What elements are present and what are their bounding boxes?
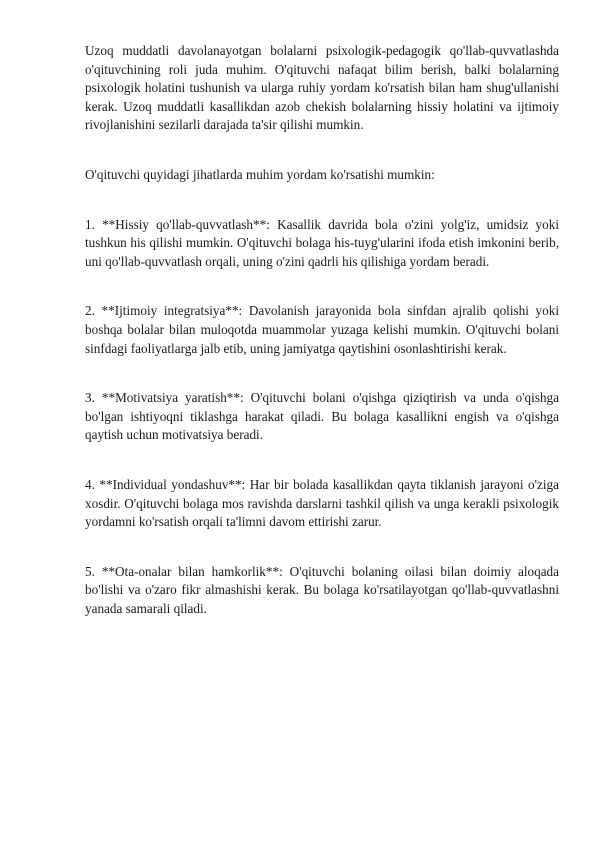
lead-in-paragraph: O'qituvchi quyidagi jihatlarda muhim yordam ko'rsatishi mumkin: xyxy=(85,166,435,182)
document-page xyxy=(85,42,559,618)
list-item-parent-cooperation: 5. **Ota-onalar bilan hamkorlik**: O'qituvchi bolaning oilasi bilan doimiy aloqada bo'lishi va o'zaro fikr almashishi kerak. Bu bolaga ko'rsatilayotgan qo'llab-quvvatlashni yanada samarali qiladi. xyxy=(85,563,559,616)
list-item-motivation: 3. **Motivatsiya yaratish**: O'qituvchi bolani o'qishga qiziqtirish va unda o'qishga bo'lgan ishtiyoqni tiklashga harakat qiladi. Bu bolaga kasallikni engish va o'qishga qaytish uchun motivatsiya beradi. xyxy=(85,390,559,443)
list-item-emotional-support: 1. **Hissiy qo'llab-quvvatlash**: Kasallik davrida bola o'zini yolg'iz, umidsiz yoki tushkun his qilishi mumkin. O'qituvchi bolaga his-tuyg'ularini ifoda etish imkonini berib, uni qo'llab-quvvatlash orqali, uning o'zini qadrli his qilishiga yordam beradi. xyxy=(85,216,559,269)
list-item-social-integration: 2. **Ijtimoiy integratsiya**: Davolanish jarayonida bola sinfdan ajralib qolishi yoki boshqa bolalar bilan muloqotda muammolar yuzaga kelishi mumkin. O'qituvchi bolani sinfdagi faoliyatlarga jalb etib, uning jamiyatga qaytishini osonlashtirishi kerak. xyxy=(85,303,559,356)
list-item-individual-approach: 4. **Individual yondashuv**: Har bir bolada kasallikdan qayta tiklanish jarayoni o'ziga xosdir. O'qituvchi bolaga mos ravishda darslarni tashkil qilish va unga kerakli psixologik yordamni ko'rsatish orqali ta'limni davom ettirishi zarur. xyxy=(85,476,559,530)
intro-paragraph: Uzoq muddatli davolanayotgan bolalarni psixologik-pedagogik qo'llab-quvvatlashda o'qituvchining roli juda muhim. O'qituvchi nafaqat bilim berish, balki bolalarning psixologik holatini tushunish va ularga ruhiy yordam ko'rsatish bilan ham shug'ullanishi kerak. Uzoq muddatli kasallikdan azob chekish bolalarning hissiy holatini va ijtimoiy rivojlanishini sezilarli darajada ta'sir qilishi mumkin. xyxy=(85,43,559,133)
